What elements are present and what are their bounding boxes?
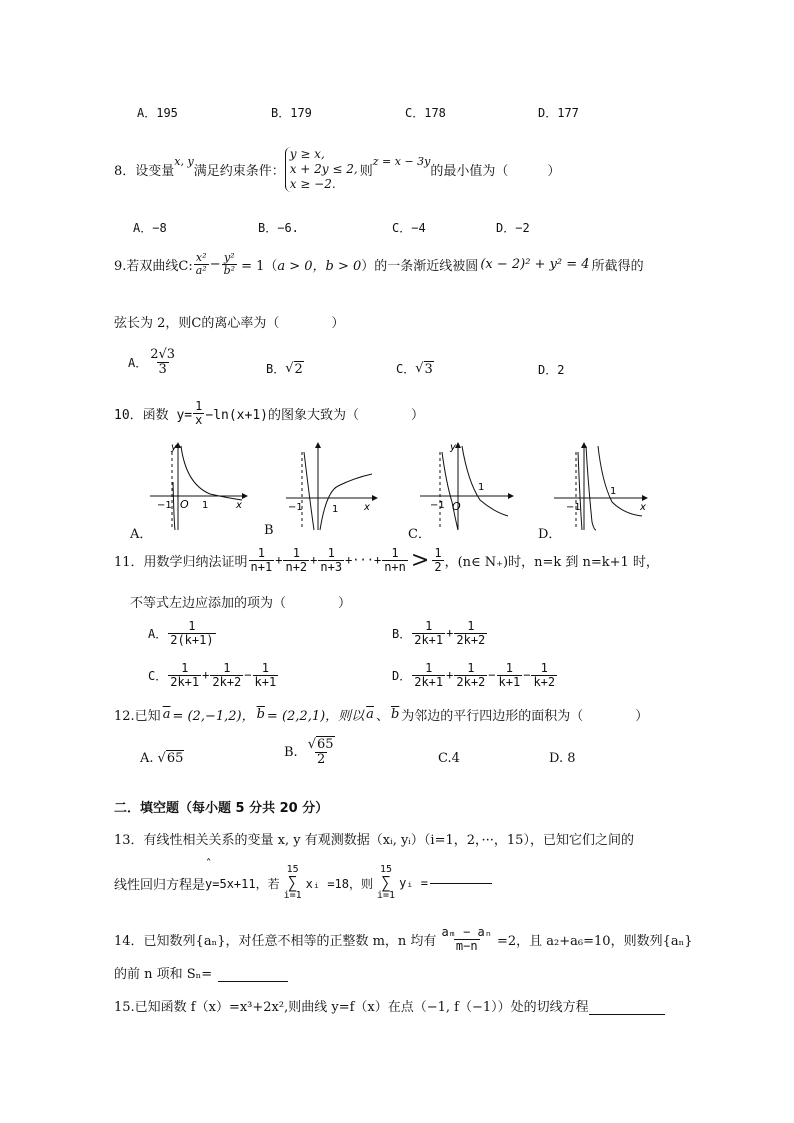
- q11-term-1-den: n+1: [250, 559, 273, 574]
- q11-plus-2: +: [310, 553, 318, 568]
- q8-target: z = x − 3y: [372, 154, 431, 168]
- q12-opt-b-frac: $\frac{√65}{2}$: [307, 737, 334, 767]
- q9-opt-a-den: 3: [158, 361, 167, 377]
- graph-c-y: y: [450, 442, 456, 453]
- q11-term-n: [382, 547, 408, 573]
- q9-option-d: D．2: [538, 363, 565, 377]
- q9-opt-a-frac: [148, 348, 177, 376]
- q13-sum-y-top: 15: [380, 864, 393, 875]
- q12-mid: 、: [375, 709, 389, 724]
- q9-option-c: C． √ 3: [396, 361, 433, 377]
- q13-sum-y-bottom: i=1: [377, 890, 396, 901]
- graph-c-one: 1: [478, 482, 485, 493]
- q11-half: [432, 547, 443, 573]
- q13-answer-blank[interactable]: [430, 883, 492, 884]
- q11-option-d: [392, 662, 558, 688]
- q9-option-b: B． √ 2: [266, 361, 303, 377]
- q10-frac-den: x: [195, 412, 203, 427]
- q12-suffix: 为邻边的平行四边形的面积为（ ）: [401, 709, 649, 724]
- question-12: [114, 705, 648, 724]
- q9-opt-a-num: 2√3: [150, 347, 176, 362]
- q11-opt-c-frac-2: [210, 662, 243, 688]
- graph-a-curve-left: [173, 482, 175, 530]
- q11-opt-c-num-2: 1: [223, 661, 231, 675]
- q12-opt-b-label: B.: [284, 744, 298, 760]
- graph-d-neg1: −1: [566, 502, 581, 513]
- q11-term-2-den: n+2: [285, 559, 308, 574]
- q13-yi: yᵢ =: [399, 876, 428, 890]
- graph-b-x: x: [364, 502, 370, 513]
- q8-option-d: D．−2: [496, 221, 530, 235]
- graph-a-curve-right: [181, 446, 242, 500]
- q11-opt-d-den-2: 2k+2: [456, 674, 486, 689]
- q10-label-a: A．: [130, 527, 153, 542]
- q14-line2-text: 的前 n 项和 Sₙ=: [114, 967, 213, 982]
- q9-mid: ）的一条渐近线被圆: [361, 258, 479, 274]
- q15-text: 15.已知函数 f（x）=x³+2x²,则曲线 y=f（x）在点（−1, f（−1））处的切线方程: [114, 1000, 589, 1015]
- q10-graph-a: [150, 442, 250, 532]
- q7-option-d: D．177: [538, 106, 579, 120]
- q9-option-a: [128, 348, 178, 376]
- q11-term-2-num: 1: [292, 546, 300, 560]
- q9-frac-y-num: y²: [224, 251, 235, 264]
- q13-eq: y=5x+11，若: [205, 876, 280, 891]
- q9-opt-c-label: C．: [396, 362, 416, 376]
- q11-opt-b-plus: +: [446, 626, 454, 641]
- section-2-heading: 二．填空题（每小题 5 分共 20 分）: [114, 801, 329, 816]
- q12-option-c: C.4: [438, 751, 460, 766]
- q11-term-1: [249, 547, 275, 573]
- q11-opt-d-den-1: 2k+1: [414, 674, 444, 689]
- q14-frac-num: aₘ − aₙ: [441, 925, 493, 939]
- q9-frac-x-num: x²: [195, 251, 207, 264]
- q12-opt-a-label: A.: [140, 750, 154, 766]
- q11-opt-c-num-1: 1: [181, 661, 189, 675]
- q11-prefix: 11．用数学归纳法证明: [114, 554, 248, 570]
- q13-hat: ˆ: [205, 856, 213, 871]
- q14-suffix: =2，且 a₂+a₆=10，则数列{aₙ}: [497, 933, 693, 949]
- q8-option-a: A．−8: [133, 221, 167, 235]
- q13-sum-y: [377, 865, 395, 901]
- q8-option-b: B．−6.: [258, 221, 299, 235]
- q12-vector-a: $\overline{a}$: [162, 707, 171, 722]
- q11-opt-d-num-2: 1: [467, 661, 475, 675]
- q11-dots: +···+: [345, 553, 382, 568]
- q11-opt-a-den: 2(k+1): [170, 632, 214, 647]
- graph-a-x: x: [236, 500, 242, 511]
- graph-a-origin: O: [180, 498, 189, 511]
- q9-eq: = 1（: [241, 258, 278, 274]
- q11-line2: 不等式左边应添加的项为（ ）: [130, 596, 352, 611]
- q13-line2: [114, 858, 492, 908]
- graph-d-x: x: [640, 502, 646, 513]
- q8-suffix: 的最小值为（ ）: [430, 163, 561, 179]
- q10-graph-d: [554, 442, 654, 532]
- q9-frac-x-den: a²: [195, 263, 207, 277]
- q11-opt-c-den-1: 2k+1: [170, 674, 200, 689]
- q12-prefix: 12.已知: [114, 709, 161, 724]
- q11-opt-a-num: 1: [188, 619, 196, 633]
- q11-plus-1: +: [275, 553, 283, 568]
- graph-c-origin: O: [452, 500, 461, 513]
- q14-frac: [439, 926, 494, 952]
- q11-opt-c-frac-1: [168, 662, 201, 688]
- q11-opt-d-den-4: k+2: [533, 674, 556, 689]
- graph-c-curve-left: [442, 452, 458, 530]
- q11-opt-d-plus: +: [446, 668, 454, 683]
- q11-gt: >: [410, 547, 430, 573]
- question-10: [114, 400, 424, 426]
- q11-term-3: [318, 547, 344, 573]
- q13-pre: 线性回归方程是: [114, 877, 206, 893]
- q8-constraint-1: y ≥ x,: [289, 146, 325, 161]
- q8-option-c: C．−4: [392, 221, 426, 235]
- q11-opt-d-num-1: 1: [425, 661, 433, 675]
- graph-a-y: y: [171, 442, 177, 453]
- q11-opt-b-frac-1: [412, 620, 445, 646]
- q8-vars: x, y: [174, 154, 194, 168]
- q10-label-b: B: [264, 523, 274, 538]
- q13-xi: xᵢ =18，则: [305, 876, 374, 891]
- q10-label-d: D．: [538, 527, 562, 542]
- q13-sum-x-symbol: ∑: [287, 873, 298, 892]
- q13-sum-x-bottom: i=1: [283, 890, 302, 901]
- graph-a-neg1: −1: [157, 500, 172, 511]
- q8-constraints: [285, 147, 358, 192]
- q11-option-b: [392, 620, 488, 646]
- q11-option-c: [148, 662, 279, 688]
- q11-half-den: 2: [434, 559, 442, 574]
- q11-opt-b-den-2: 2k+2: [456, 632, 486, 647]
- question-9: [114, 252, 644, 276]
- graph-b-curve-left: [304, 452, 314, 530]
- q11-opt-c-num-3: 1: [261, 661, 269, 675]
- question-11: [114, 547, 659, 573]
- q8-constraint-2: x + 2y ≤ 2,: [289, 161, 358, 176]
- question-8: [114, 140, 560, 198]
- q11-opt-c-frac-3: [253, 662, 279, 688]
- q11-opt-d-label: D．: [392, 668, 412, 683]
- graph-b-one: 1: [332, 504, 339, 515]
- q12-b-value: = (2,2,1)，则以: [266, 709, 365, 724]
- q11-opt-b-frac-2: [454, 620, 487, 646]
- q14-frac-den: m−n: [455, 938, 478, 953]
- q11-opt-b-den-1: 2k+1: [414, 632, 444, 647]
- q9-frac-y: [222, 252, 237, 276]
- q11-opt-d-frac-4: [531, 662, 557, 688]
- q9-prefix: 9.若双曲线C:: [114, 258, 193, 274]
- graph-d-one: 1: [610, 486, 617, 497]
- q12-vector-a-2: $\overline{a}$: [366, 707, 374, 722]
- q11-term-3-num: 1: [327, 546, 335, 560]
- q9-opt-c-val: 3: [424, 361, 433, 377]
- q10-frac: [193, 400, 204, 426]
- q13-sum-x-top: 15: [286, 864, 299, 875]
- graph-d-curve-mid: [586, 446, 596, 530]
- q11-tail: n=k 到 n=k+1 时，: [534, 554, 659, 570]
- q9-suffix: 所截得的: [591, 258, 644, 274]
- q13-equation: [205, 856, 280, 892]
- question-14: [114, 926, 692, 952]
- q11-opt-d-num-4: 1: [540, 661, 548, 675]
- q11-opt-d-frac-2: [454, 662, 487, 688]
- q9-frac-y-den: b²: [223, 263, 236, 277]
- q12-vector-b-2: $\overline{b}$: [390, 707, 400, 722]
- graph-a-one: 1: [202, 500, 209, 511]
- q11-opt-b-num-1: 1: [425, 619, 433, 633]
- q11-term-1-num: 1: [257, 546, 265, 560]
- q11-term-n-num: 1: [391, 546, 399, 560]
- q13-sum-y-symbol: ∑: [381, 873, 391, 892]
- q14-prefix: 14．已知数列{aₙ}，对任意不相等的正整数 m，n 均有: [114, 933, 437, 949]
- q10-label-c: C．: [408, 527, 431, 542]
- q11-cond: ，(n∈ N₊)时，: [444, 554, 535, 570]
- q9-opt-a-label: A．: [128, 355, 148, 370]
- q11-term-2: [283, 547, 309, 573]
- q8-then: 则: [359, 163, 373, 179]
- graph-c-neg1: −1: [430, 500, 445, 511]
- graph-b-neg1: −1: [288, 502, 303, 513]
- q14-line2: [114, 963, 288, 982]
- q10-prefix: 10．函数 y=: [114, 407, 193, 423]
- q7-option-b: B．179: [271, 106, 312, 120]
- q12-opt-b-num: 65: [316, 737, 334, 752]
- q11-option-a: [148, 620, 217, 646]
- q11-opt-c-den-3: k+1: [254, 674, 277, 689]
- q11-opt-d-den-3: k+1: [498, 674, 521, 689]
- graph-d-curve-right: [598, 446, 642, 516]
- q11-opt-b-num-2: 1: [467, 619, 475, 633]
- q8-prefix: 8．设变量: [114, 163, 175, 179]
- q7-option-c: C．178: [405, 106, 446, 120]
- q12-option-d: D. 8: [549, 751, 576, 766]
- q11-term-3-den: n+3: [320, 559, 343, 574]
- q9-cond: a > 0，b > 0: [277, 258, 362, 274]
- q10-suffix: −ln(x+1)的图象大致为（ ）: [205, 407, 424, 423]
- q12-a-value: = (2,−1,2)，: [172, 709, 255, 724]
- q11-opt-a-label: A．: [148, 626, 168, 641]
- q8-mid: 满足约束条件：: [193, 163, 285, 179]
- q13-sum-x: [284, 865, 302, 901]
- q11-opt-d-frac-1: [412, 662, 445, 688]
- q10-frac-num: 1: [195, 399, 203, 413]
- q11-opt-d-num-3: 1: [505, 661, 513, 675]
- q11-opt-b-label: B．: [392, 626, 412, 641]
- q9-minus: −: [209, 256, 221, 272]
- q9-circle: (x − 2)² + y² = 4: [480, 256, 590, 272]
- q14-answer-blank[interactable]: [218, 967, 288, 982]
- q7-option-a: A．195: [137, 106, 178, 120]
- q11-opt-c-minus: −: [244, 668, 252, 683]
- question-15: [114, 996, 665, 1015]
- graph-d-curve-left: [578, 452, 582, 530]
- q11-opt-c-plus: +: [202, 668, 210, 683]
- q12-option-a: A. √ 65: [140, 750, 184, 766]
- q11-opt-d-frac-3: [497, 662, 523, 688]
- q12-vector-b: $\overline{b}$: [256, 707, 265, 722]
- q11-term-n-den: n+n: [384, 559, 406, 574]
- q11-opt-d-minus-2: −: [523, 668, 531, 683]
- q9-line2: 弦长为 2，则C的离心率为（ ）: [114, 316, 345, 331]
- q10-graph-b: [286, 442, 386, 532]
- q11-opt-d-minus-1: −: [488, 668, 496, 683]
- graph-c-curve-right: [462, 446, 508, 516]
- q9-opt-b-val: 2: [294, 361, 303, 377]
- q12-option-b: [284, 738, 338, 766]
- q15-answer-blank[interactable]: [589, 1000, 665, 1015]
- q12-opt-a-val: 65: [166, 751, 184, 766]
- q12-opt-b-den: 2: [316, 751, 326, 767]
- q10-graph-c: [420, 442, 520, 532]
- q9-frac-x: [194, 252, 209, 276]
- q11-opt-a-frac: [168, 620, 215, 646]
- q11-opt-c-label: C．: [148, 668, 168, 683]
- q9-opt-b-label: B．: [266, 362, 286, 376]
- q8-constraint-3: x ≥ −2.: [289, 176, 336, 191]
- q13-line1: 13．有线性相关关系的变量 x, y 有观测数据（xᵢ, yᵢ）（i=1，2，···，15），已知它们之间的: [114, 833, 634, 848]
- q11-opt-c-den-2: 2k+2: [212, 674, 242, 689]
- q11-half-num: 1: [434, 546, 442, 560]
